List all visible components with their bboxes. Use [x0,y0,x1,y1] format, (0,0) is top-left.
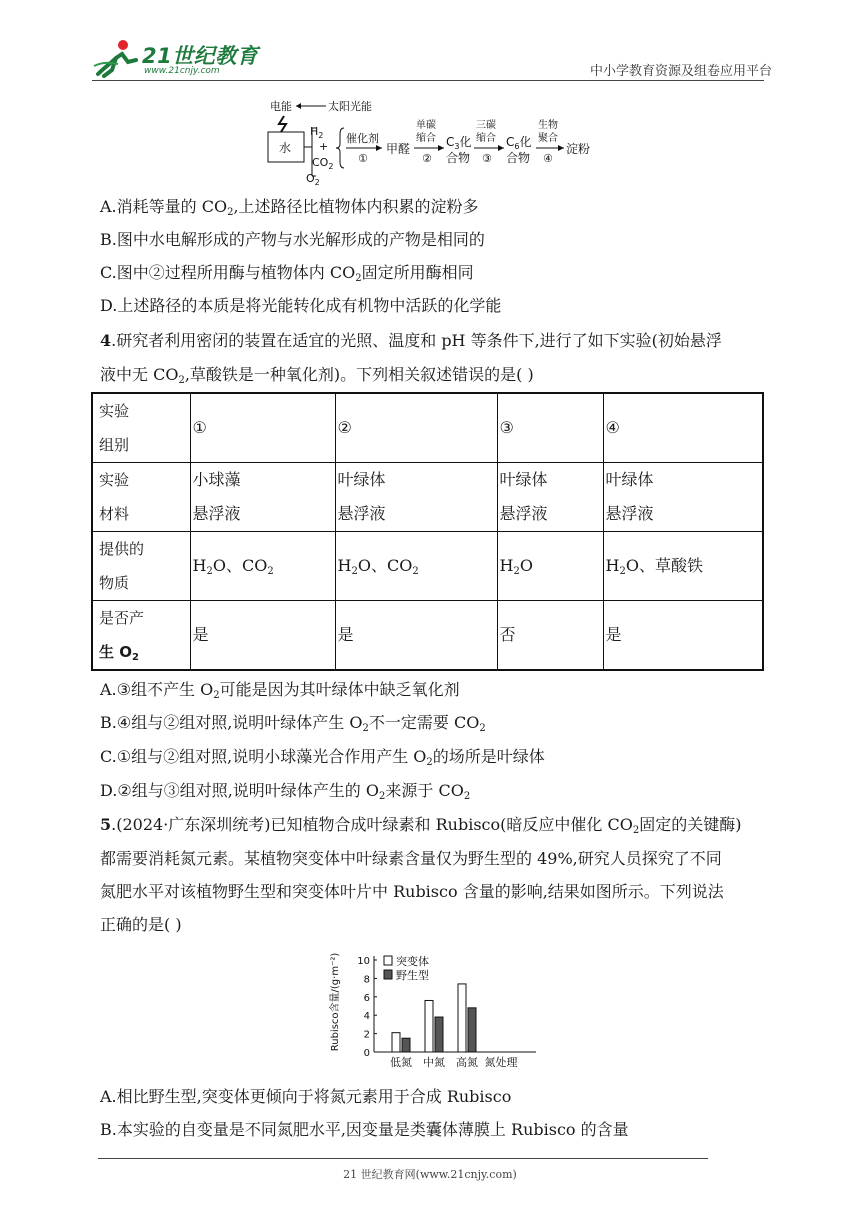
bar-wildtype [435,1017,443,1052]
bar-wildtype [468,1008,476,1052]
runner-logo-icon [92,36,142,80]
x-axis-label: 氮处理 [484,1056,518,1069]
svg-text:④: ④ [543,152,553,165]
svg-text:淀粉: 淀粉 [566,142,591,156]
y-tick-label: 8 [363,974,370,986]
q5-stem-line2: 都需要消耗氮元素。某植物突变体中叶绿素含量仅为野生型的 49%,研究人员探究了不同 [100,849,722,868]
q3-option-a[interactable]: A.消耗等量的 $CO_2$,上述路径比植物体内积累的淀粉多 [100,197,479,218]
y-tick-label: 2 [363,1029,370,1041]
header-divider [92,80,764,81]
q5-option-a[interactable]: A.相比野生型,突变体更倾向于将氮元素用于合成 Rubisco [100,1087,512,1106]
q5-stem-line3: 氮肥水平对该植物野生型和突变体叶片中 Rubisco 含量的影响,结果如图所示。下列说法 [100,882,724,901]
q4-stem-line1: 4.研究者利用密闭的装置在适宜的光照、温度和 pH 等条件下,进行了如下实验(初始悬浮 [100,331,722,350]
diagram-electric: 电能 [270,100,292,113]
experiment-table [91,392,764,671]
y-tick-label: 0 [363,1048,370,1059]
table-row: 提供的 物质 $H_2O$、$CO_2$ $H_2O$、$CO_2$ $H_2O$ $H_2O$、草酸铁 [92,532,763,601]
q5-option-b[interactable]: B.本实验的自变量是不同氮肥水平,因变量是类囊体薄膜上 Rubisco 的含量 [100,1120,629,1139]
q4-option-a[interactable]: A.③组不产生 $O_2$可能是因为其叶绿体中缺乏氧化剂 [100,680,460,701]
artificial-starch-pathway-diagram [264,98,604,190]
q3-option-d[interactable]: D.上述路径的本质是将光能转化成有机物中活跃的化学能 [100,296,502,315]
svg-text:C6化: $C_6$化 [506,135,532,151]
logo-url: www.21cnjy.com [144,66,220,76]
y-tick-label: 10 [357,956,370,967]
diagram-h2: $H_2$ [310,125,324,140]
legend-swatch [384,970,392,979]
logo-text: 21世纪教育 [142,44,259,68]
diagram-solar: 太阳光能 [328,100,372,113]
y-tick-label: 4 [363,1011,370,1023]
q4-option-d[interactable]: D.②组与③组对照,说明叶绿体产生的 $O_2$来源于 $CO_2$ [100,781,471,802]
q3-option-c[interactable]: C.图中②过程所用酶与植物体内 $CO_2$固定所用酶相同 [100,263,474,284]
x-tick-label: 中氮 [423,1056,445,1069]
q5-stem-line4: 正确的是( ) [100,915,182,934]
bar-mutant [392,1033,400,1052]
svg-text:③: ③ [482,152,492,165]
x-tick-label: 高氮 [456,1056,478,1069]
svg-text:三碳: 三碳 [476,120,496,131]
diagram-co2: $CO_2$ [312,156,334,171]
q3-option-b[interactable]: B.图中水电解形成的产物与水光解形成的产物是相同的 [100,230,485,249]
svg-text:+: + [319,140,329,153]
svg-text:单碳: 单碳 [416,120,436,131]
q4-option-b[interactable]: B.④组与②组对照,说明叶绿体产生 $O_2$不一定需要 $CO_2$ [100,713,486,734]
bar-mutant [425,1000,433,1052]
legend-swatch [384,956,392,965]
platform-title: 中小学教育资源及组卷应用平台 [589,64,772,79]
x-tick-label: 低氮 [390,1056,412,1069]
svg-text:合物: 合物 [446,151,471,165]
svg-text:缩合: 缩合 [476,133,496,144]
legend-label: 突变体 [396,955,429,968]
y-axis-label: Rubisco含量/(g·m⁻²) [330,952,341,1052]
svg-text:②: ② [422,152,432,165]
rubisco-bar-chart [326,950,546,1070]
svg-text:C3化: $C_3$化 [446,135,472,151]
table-row: 实验 组别 ① ② ③ ④ [92,393,763,463]
svg-text:生物: 生物 [538,120,558,131]
legend-label: 野生型 [396,969,429,982]
svg-text:①: ① [358,152,368,165]
site-logo[interactable] [92,36,262,80]
svg-text:催化剂: 催化剂 [346,132,379,145]
y-tick-label: 6 [363,992,370,1004]
bar-wildtype [402,1038,410,1052]
q4-stem-line2: 液中无 $CO_2$,草酸铁是一种氧化剂)。下列相关叙述错误的是( ) [100,365,534,386]
table-row: 实验 材料 小球藻 悬浮液 叶绿体 悬浮液 叶绿体 悬浮液 叶绿体 悬浮液 [92,463,763,532]
diagram-water: 水 [279,141,292,155]
svg-text:缩合: 缩合 [416,133,436,144]
footer-divider [98,1158,708,1159]
diagram-o2: $O_2$ [306,172,320,187]
q5-stem-line1: 5.(2024·广东深圳统考)已知植物合成叶绿素和 Rubisco(暗反应中催化 $CO_2$固定的关键酶) [100,815,742,836]
table-row: 是否产 生 $O_2$ 是 是 否 是 [92,601,763,671]
q4-option-c[interactable]: C.①组与②组对照,说明小球藻光合作用产生 $O_2$的场所是叶绿体 [100,747,545,768]
lightning-icon [279,116,286,132]
svg-text:合物: 合物 [506,151,531,165]
svg-text:聚合: 聚合 [538,133,558,144]
page-header [92,36,772,80]
bar-mutant [458,984,466,1052]
page-footer: 21 世纪教育网(www.21cnjy.com) [343,1168,517,1181]
svg-text:甲醛: 甲醛 [386,142,411,156]
